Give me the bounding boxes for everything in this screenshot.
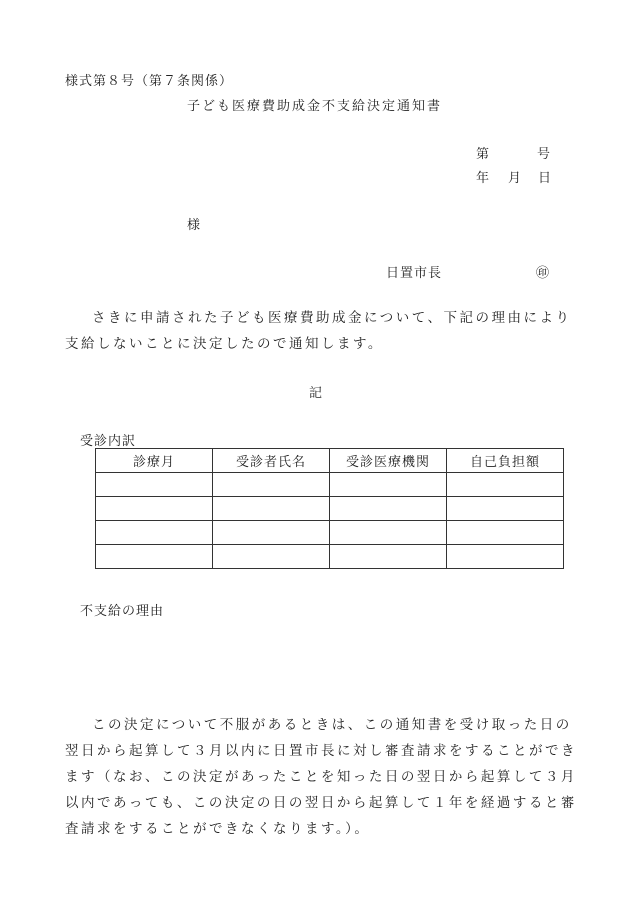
table-cell	[330, 545, 447, 569]
reference-number-prefix: 第	[476, 147, 490, 162]
column-header-patient: 受診者氏名	[213, 449, 330, 473]
table-cell	[96, 521, 213, 545]
form-number: 様式第８号（第７条関係）	[65, 74, 234, 89]
table-cell	[330, 521, 447, 545]
column-header-copay: 自己負担額	[447, 449, 564, 473]
breakdown-table	[95, 448, 564, 569]
breakdown-label: 受診内訳	[80, 434, 137, 449]
date-year: 年	[476, 171, 490, 186]
ki-heading: 記	[309, 386, 323, 401]
date-day: 日	[538, 171, 552, 186]
table-cell	[447, 545, 564, 569]
column-header-institution: 受診医療機関	[330, 449, 447, 473]
issuer-name: 日置市長	[386, 266, 443, 281]
table-cell	[330, 473, 447, 497]
table-row	[96, 521, 564, 545]
table-cell	[96, 473, 213, 497]
table-cell	[330, 497, 447, 521]
column-header-month: 診療月	[96, 449, 213, 473]
table-cell	[447, 497, 564, 521]
addressee-honorific: 様	[187, 218, 201, 233]
table-cell	[213, 545, 330, 569]
table-cell	[96, 545, 213, 569]
table-row	[96, 473, 564, 497]
date-month: 月	[508, 171, 522, 186]
table-cell	[447, 473, 564, 497]
document-title: 子ども医療費助成金不支給決定通知書	[187, 99, 443, 114]
table-row	[96, 545, 564, 569]
table-cell	[213, 497, 330, 521]
table-cell	[447, 521, 564, 545]
seal-mark: ㊞	[536, 266, 550, 281]
table-row	[96, 497, 564, 521]
table-cell	[96, 497, 213, 521]
table-cell	[213, 521, 330, 545]
appeal-paragraph: この決定について不服があるときは、この通知書を受け取った日の翌日から起算して３月以内に日置市長に対し審査請求をすることができます（なお、この決定があったことを知った日の翌日から起算して３月以内であっても、この決定の日の翌日から起算して１年を経過すると審査請求をすることができなくなります。）。	[65, 717, 577, 837]
table-cell	[213, 473, 330, 497]
table-header-row	[96, 449, 564, 473]
notice-paragraph: さきに申請された子ども医療費助成金について、下記の理由により支給しないことに決定したので通知します。	[65, 310, 572, 352]
issue-date	[476, 167, 551, 186]
reason-label: 不支給の理由	[80, 604, 165, 619]
reference-number-suffix: 号	[537, 147, 551, 162]
